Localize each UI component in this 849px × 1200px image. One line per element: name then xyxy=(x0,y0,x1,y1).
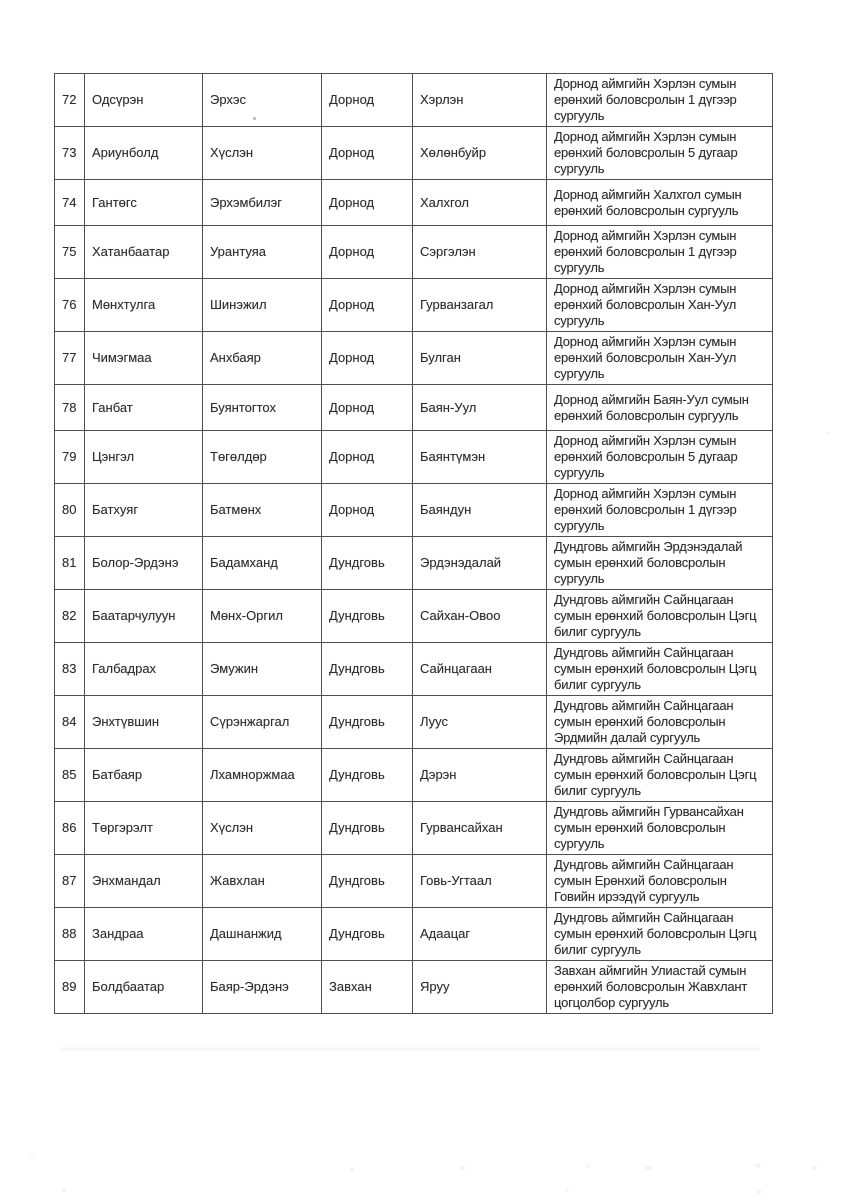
roster-table xyxy=(54,73,773,1014)
cell-name-1: Гантөгс xyxy=(85,180,203,226)
scan-speck xyxy=(645,1166,652,1170)
cell-name-2: Эмужин xyxy=(203,643,322,696)
cell-row-number: 79 xyxy=(55,431,85,484)
table-row xyxy=(55,537,773,590)
cell-name-2: Буянтогтох xyxy=(203,385,322,431)
cell-name-1: Цэнгэл xyxy=(85,431,203,484)
table-row xyxy=(55,802,773,855)
cell-name-1: Болдбаатар xyxy=(85,961,203,1014)
cell-school: Дундговь аймгийн Сайнцагаан сумын ерөнхий боловсролын Цэгц билиг сургууль xyxy=(547,590,773,643)
cell-soum: Сайхан-Овоо xyxy=(413,590,547,643)
cell-name-1: Ганбат xyxy=(85,385,203,431)
cell-row-number: 77 xyxy=(55,332,85,385)
roster-table-body xyxy=(55,74,773,1014)
cell-row-number: 85 xyxy=(55,749,85,802)
cell-name-2: Бадамханд xyxy=(203,537,322,590)
cell-name-2: Лхамноржмаа xyxy=(203,749,322,802)
cell-row-number: 88 xyxy=(55,908,85,961)
scan-shadow-line xyxy=(60,1048,760,1050)
cell-name-2: Мөнх-Оргил xyxy=(203,590,322,643)
cell-name-2: Дашнанжид xyxy=(203,908,322,961)
scan-speck xyxy=(586,1164,590,1168)
cell-name-2: Сүрэнжаргал xyxy=(203,696,322,749)
cell-name-2: Хүслэн xyxy=(203,127,322,180)
cell-name-2: Шинэжил xyxy=(203,279,322,332)
cell-row-number: 82 xyxy=(55,590,85,643)
cell-name-2: Эрхэмбилэг xyxy=(203,180,322,226)
cell-row-number: 80 xyxy=(55,484,85,537)
cell-soum: Баяндун xyxy=(413,484,547,537)
cell-row-number: 89 xyxy=(55,961,85,1014)
scan-speck xyxy=(350,1168,355,1172)
cell-province: Дундговь xyxy=(322,643,413,696)
cell-province: Дорнод xyxy=(322,226,413,279)
cell-name-1: Галбадрах xyxy=(85,643,203,696)
cell-province: Дундговь xyxy=(322,590,413,643)
scan-speck xyxy=(565,1188,569,1192)
cell-name-1: Ариунболд xyxy=(85,127,203,180)
cell-school: Дундговь аймгийн Эрдэнэдалай сумын ерөнхий боловсролын сургууль xyxy=(547,537,773,590)
scan-speck xyxy=(30,1156,34,1159)
cell-name-1: Зандраа xyxy=(85,908,203,961)
cell-school: Дорнод аймгийн Баян-Уул сумын ерөнхий боловсролын сургууль xyxy=(547,385,773,431)
cell-school: Дорнод аймгийн Хэрлэн сумын ерөнхий боловсролын 1 дүгээр сургууль xyxy=(547,484,773,537)
cell-soum: Булган xyxy=(413,332,547,385)
cell-name-1: Чимэгмаа xyxy=(85,332,203,385)
cell-province: Дорнод xyxy=(322,385,413,431)
cell-school: Дорнод аймгийн Хэрлэн сумын ерөнхий боловсролын 5 дугаар сургууль xyxy=(547,431,773,484)
table-row xyxy=(55,696,773,749)
cell-name-1: Одсүрэн xyxy=(85,74,203,127)
cell-school: Дундговь аймгийн Гурвансайхан сумын ерөнхий боловсролын сургууль xyxy=(547,802,773,855)
cell-school: Дундговь аймгийн Сайнцагаан сумын Ерөнхий боловсролын Говийн ирээдүй сургууль xyxy=(547,855,773,908)
cell-school: Дорнод аймгийн Хэрлэн сумын ерөнхий боловсролын Хан-Уул сургууль xyxy=(547,332,773,385)
cell-soum: Гурвансайхан xyxy=(413,802,547,855)
table-row xyxy=(55,127,773,180)
cell-name-2: Жавхлан xyxy=(203,855,322,908)
cell-name-1: Энхтүвшин xyxy=(85,696,203,749)
cell-name-1: Мөнхтулга xyxy=(85,279,203,332)
cell-soum: Адаацаг xyxy=(413,908,547,961)
cell-name-2: Хүслэн xyxy=(203,802,322,855)
cell-name-1: Хатанбаатар xyxy=(85,226,203,279)
cell-name-1: Төргэрэлт xyxy=(85,802,203,855)
cell-school: Дундговь аймгийн Сайнцагаан сумын ерөнхий боловсролын Эрдмийн далай сургууль xyxy=(547,696,773,749)
cell-row-number: 86 xyxy=(55,802,85,855)
cell-school: Дундговь аймгийн Сайнцагаан сумын ерөнхий боловсролын Цэгц билиг сургууль xyxy=(547,643,773,696)
table-row xyxy=(55,855,773,908)
scan-speck xyxy=(460,1166,466,1170)
cell-soum: Баян-Уул xyxy=(413,385,547,431)
cell-school: Завхан аймгийн Улиастай сумын ерөнхий боловсролын Жавхлант цогцолбор сургууль xyxy=(547,961,773,1014)
cell-name-1: Батбаяр xyxy=(85,749,203,802)
cell-soum: Эрдэнэдалай xyxy=(413,537,547,590)
cell-soum: Луус xyxy=(413,696,547,749)
scan-speck xyxy=(755,1163,761,1168)
cell-soum: Сайнцагаан xyxy=(413,643,547,696)
table-row xyxy=(55,961,773,1014)
cell-row-number: 74 xyxy=(55,180,85,226)
cell-province: Дорнод xyxy=(322,431,413,484)
cell-soum: Баянтүмэн xyxy=(413,431,547,484)
cell-province: Дорнод xyxy=(322,127,413,180)
cell-row-number: 78 xyxy=(55,385,85,431)
table-row xyxy=(55,180,773,226)
scan-speck xyxy=(757,1190,762,1194)
cell-row-number: 73 xyxy=(55,127,85,180)
table-row xyxy=(55,484,773,537)
cell-province: Завхан xyxy=(322,961,413,1014)
cell-name-2: Баяр-Эрдэнэ xyxy=(203,961,322,1014)
cell-soum: Дэрэн xyxy=(413,749,547,802)
table-row xyxy=(55,749,773,802)
cell-name-2: Урантуяа xyxy=(203,226,322,279)
cell-row-number: 81 xyxy=(55,537,85,590)
scan-speck xyxy=(62,1188,66,1192)
cell-soum: Яруу xyxy=(413,961,547,1014)
cell-name-1: Энхмандал xyxy=(85,855,203,908)
cell-name-2: Төгөлдөр xyxy=(203,431,322,484)
scan-speck xyxy=(826,432,830,435)
cell-name-1: Баатарчулуун xyxy=(85,590,203,643)
table-row xyxy=(55,590,773,643)
table-row xyxy=(55,226,773,279)
cell-name-2: Эрхэс xyxy=(203,74,322,127)
cell-school: Дорнод аймгийн Хэрлэн сумын ерөнхий боловсролын 5 дугаар сургууль xyxy=(547,127,773,180)
cell-school: Дорнод аймгийн Хэрлэн сумын ерөнхий боловсролын 1 дүгээр сургууль xyxy=(547,74,773,127)
cell-name-1: Болор-Эрдэнэ xyxy=(85,537,203,590)
cell-soum: Сэргэлэн xyxy=(413,226,547,279)
cell-school: Дорнод аймгийн Хэрлэн сумын ерөнхий боловсролын Хан-Уул сургууль xyxy=(547,279,773,332)
cell-province: Дундговь xyxy=(322,749,413,802)
cell-soum: Гурванзагал xyxy=(413,279,547,332)
cell-province: Дундговь xyxy=(322,855,413,908)
cell-row-number: 76 xyxy=(55,279,85,332)
table-row xyxy=(55,908,773,961)
cell-soum: Говь-Угтаал xyxy=(413,855,547,908)
cell-name-2: Батмөнх xyxy=(203,484,322,537)
cell-school: Дорнод аймгийн Хэрлэн сумын ерөнхий боловсролын 1 дүгээр сургууль xyxy=(547,226,773,279)
cell-row-number: 84 xyxy=(55,696,85,749)
cell-province: Дорнод xyxy=(322,74,413,127)
cell-province: Дундговь xyxy=(322,908,413,961)
cell-province: Дорнод xyxy=(322,180,413,226)
cell-school: Дорнод аймгийн Халхгол сумын ерөнхий боловсролын сургууль xyxy=(547,180,773,226)
cell-province: Дундговь xyxy=(322,696,413,749)
cell-name-2: Анхбаяр xyxy=(203,332,322,385)
cell-row-number: 83 xyxy=(55,643,85,696)
cell-school: Дундговь аймгийн Сайнцагаан сумын ерөнхий боловсролын Цэгц билиг сургууль xyxy=(547,749,773,802)
cell-soum: Хэрлэн xyxy=(413,74,547,127)
cell-name-1: Батхуяг xyxy=(85,484,203,537)
scan-speck xyxy=(812,1166,817,1170)
cell-row-number: 72 xyxy=(55,74,85,127)
table-row xyxy=(55,279,773,332)
cell-school: Дундговь аймгийн Сайнцагаан сумын ерөнхий боловсролын Цэгц билиг сургууль xyxy=(547,908,773,961)
table-row xyxy=(55,431,773,484)
cell-province: Дорнод xyxy=(322,279,413,332)
cell-row-number: 87 xyxy=(55,855,85,908)
cell-row-number: 75 xyxy=(55,226,85,279)
cell-province: Дундговь xyxy=(322,802,413,855)
cell-province: Дорнод xyxy=(322,332,413,385)
table-row xyxy=(55,332,773,385)
table-row xyxy=(55,385,773,431)
cell-province: Дундговь xyxy=(322,537,413,590)
cell-province: Дорнод xyxy=(322,484,413,537)
cell-soum: Хөлөнбуйр xyxy=(413,127,547,180)
cell-soum: Халхгол xyxy=(413,180,547,226)
table-row xyxy=(55,643,773,696)
table-row xyxy=(55,74,773,127)
